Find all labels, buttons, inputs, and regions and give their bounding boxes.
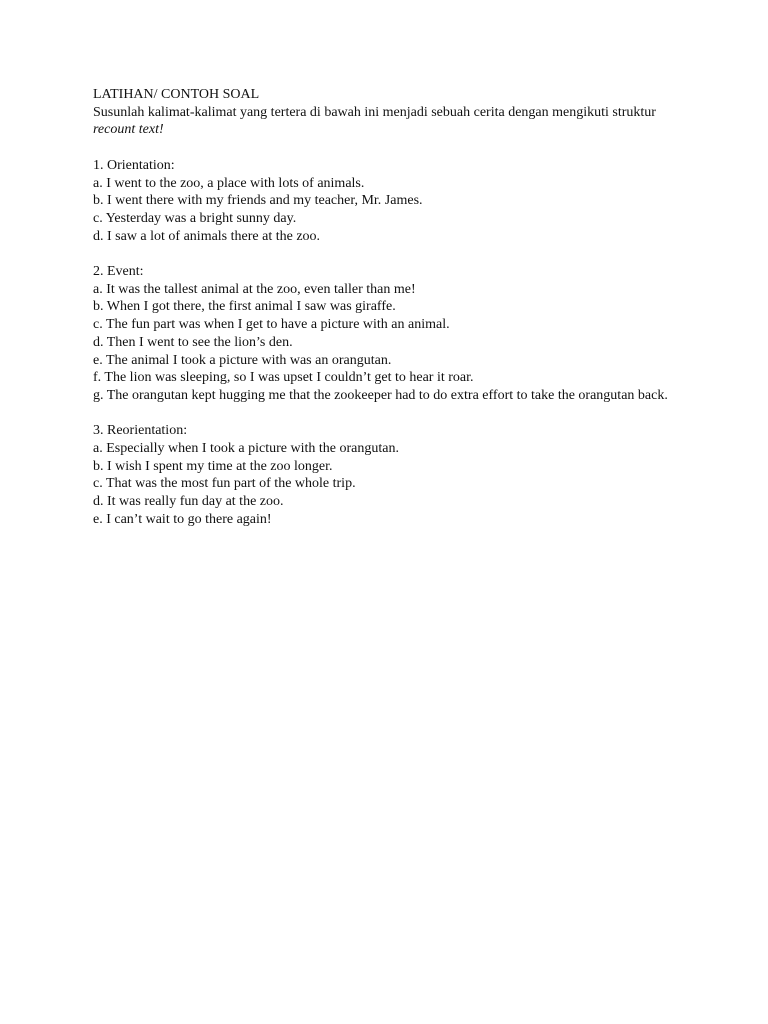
list-item: b. When I got there, the first animal I saw was giraffe. bbox=[93, 299, 396, 315]
list-item: c. The fun part was when I get to have a picture with an animal. bbox=[93, 317, 450, 333]
list-item: c. Yesterday was a bright sunny day. bbox=[93, 210, 297, 226]
list-item: d. I saw a lot of animals there at the zoo. bbox=[93, 228, 321, 244]
instruction-main: Susunlah kalimat-kalimat yang tertera di bawah ini menjadi sebuah cerita dengan mengikuti struktur bbox=[93, 104, 656, 120]
list-item: f. The lion was sleeping, so I was upset I couldn’t get to hear it roar. bbox=[93, 370, 474, 386]
spacer bbox=[93, 405, 668, 423]
list-item: b. I went there with my friends and my teacher, Mr. James. bbox=[93, 193, 423, 209]
list-item: b. I wish I spent my time at the zoo longer. bbox=[93, 458, 333, 474]
list-item: d. Then I went to see the lion’s den. bbox=[93, 334, 293, 350]
instruction-emphasis: recount text! bbox=[93, 122, 164, 138]
section-title: 2. Event: bbox=[93, 264, 144, 279]
list-item: e. I can’t wait to go there again! bbox=[93, 511, 272, 527]
list-item: c. That was the most fun part of the whole trip. bbox=[93, 476, 356, 492]
section-reorientation bbox=[93, 422, 668, 528]
list-item: a. It was the tallest animal at the zoo, even taller than me! bbox=[93, 281, 416, 297]
list-item: e. The animal I took a picture with was an orangutan. bbox=[93, 352, 392, 368]
list-item: a. Especially when I took a picture with the orangutan. bbox=[93, 441, 399, 457]
section-title: 1. Orientation: bbox=[93, 157, 175, 173]
list-item: d. It was really fun day at the zoo. bbox=[93, 494, 284, 510]
list-item: a. I went to the zoo, a place with lots of animals. bbox=[93, 175, 365, 191]
section-event bbox=[93, 263, 668, 405]
spacer bbox=[93, 139, 668, 157]
section-orientation bbox=[93, 157, 668, 246]
spacer bbox=[93, 245, 668, 263]
list-item: g. The orangutan kept hugging me that the zookeeper had to do extra effort to take the orangutan back. bbox=[93, 387, 668, 403]
instruction-text bbox=[93, 104, 668, 139]
section-title: 3. Reorientation: bbox=[93, 423, 188, 439]
document-page bbox=[93, 86, 668, 529]
document-heading: LATIHAN/ CONTOH SOAL bbox=[93, 87, 260, 102]
